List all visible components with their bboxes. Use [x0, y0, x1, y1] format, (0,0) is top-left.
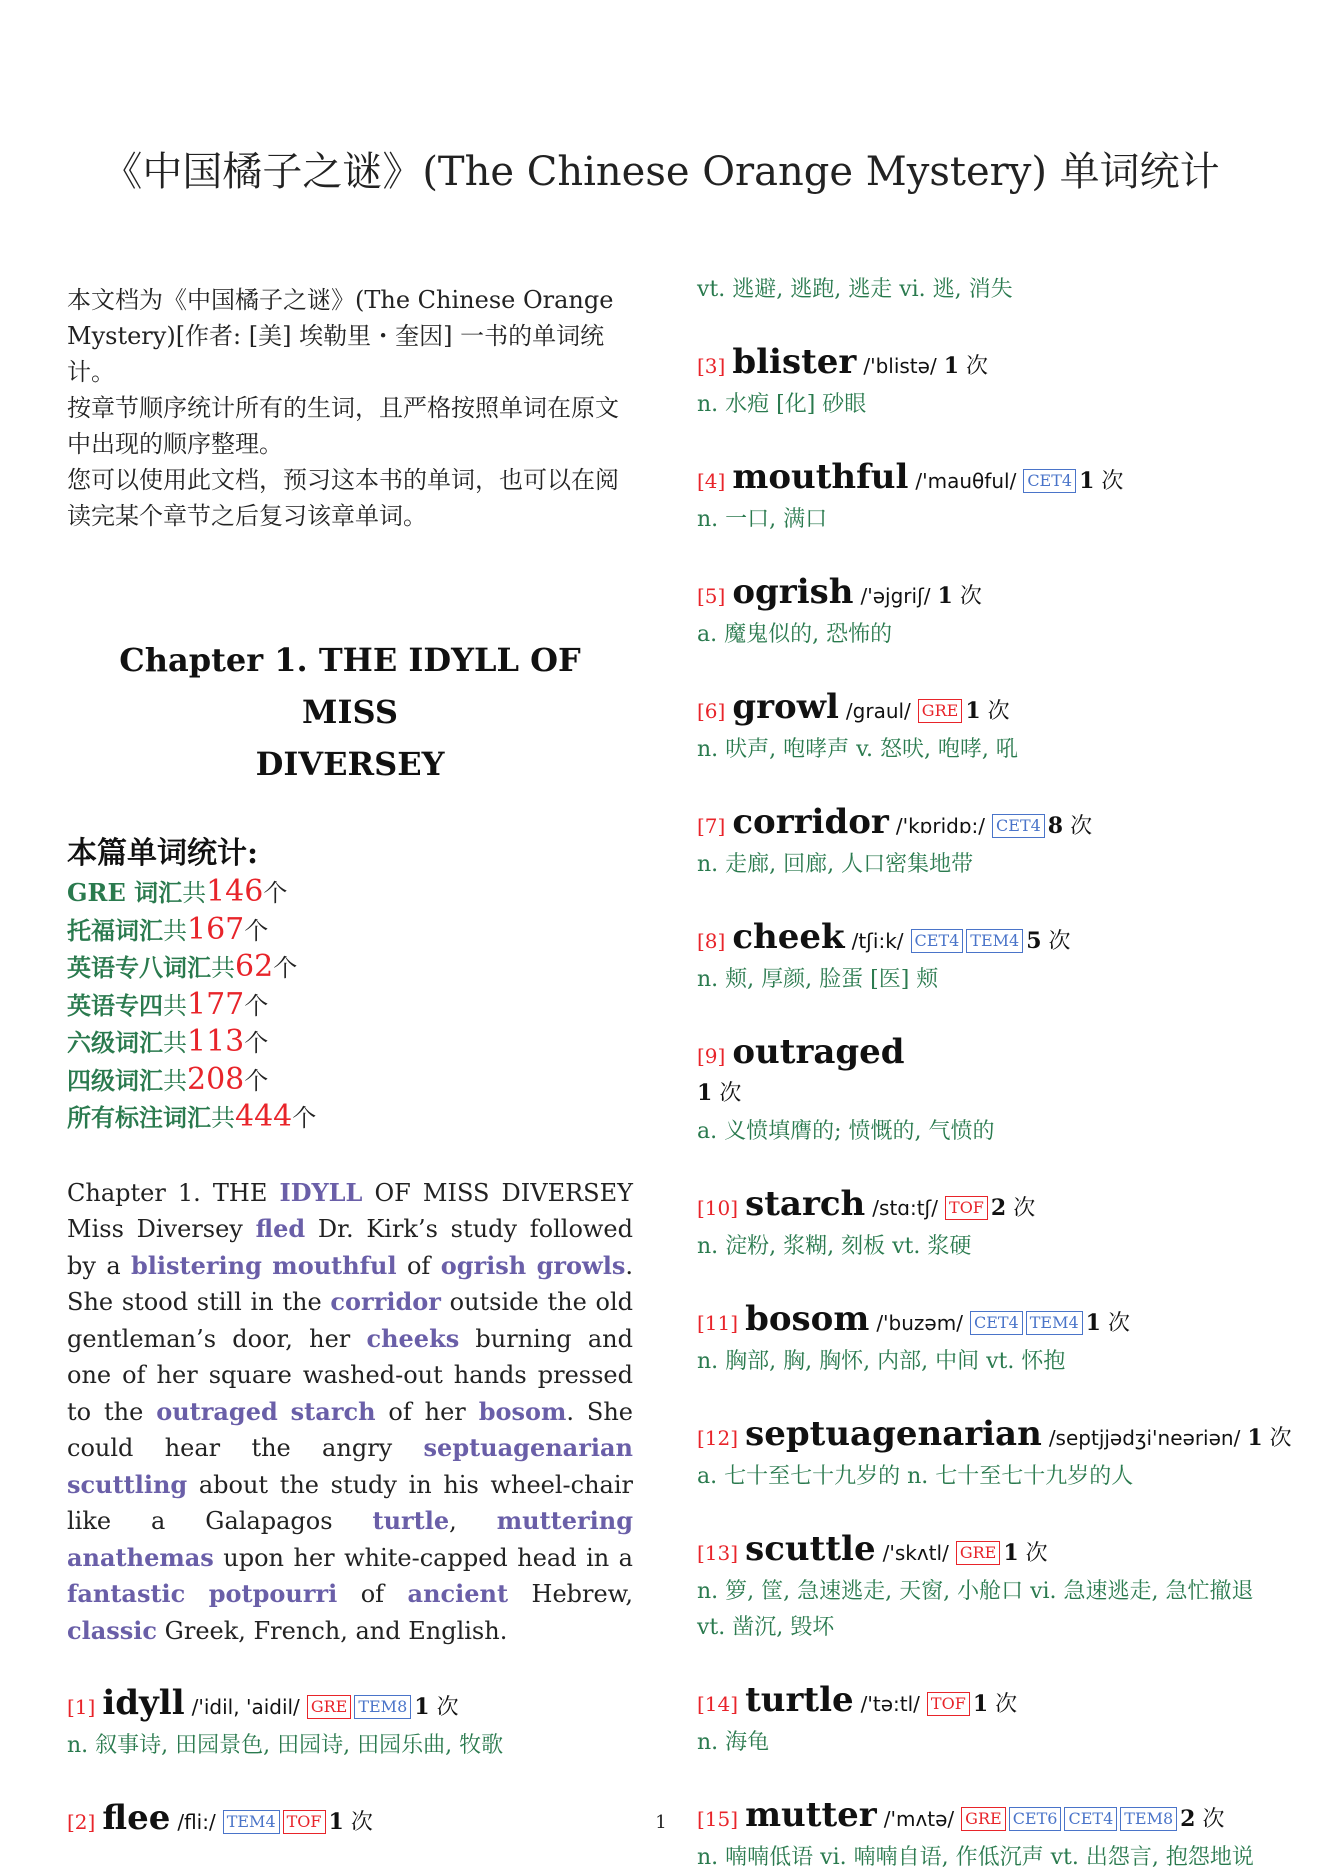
highlighted-word: ogrish: [440, 1250, 527, 1280]
entry-head: [697, 1414, 1292, 1457]
entry-head: [697, 804, 1272, 845]
intro: [67, 282, 633, 534]
stat-gong: 共: [211, 1104, 235, 1132]
entry-count-number: 2: [1180, 1806, 1196, 1832]
entry-head: [697, 1531, 1272, 1572]
entry-head: [697, 919, 1272, 960]
entry-count-unit: 次: [987, 699, 1010, 724]
entry-count-number: 1: [1085, 1310, 1101, 1336]
entry-phonetic: /'mauθful/: [915, 469, 1017, 493]
stat-line: [67, 949, 633, 987]
entry-count-number: 2: [990, 1195, 1007, 1221]
vocab-tag: TOF: [945, 1196, 988, 1220]
entry-index: [7]: [697, 814, 726, 838]
highlighted-word: classic: [67, 1615, 158, 1645]
word-entry: [697, 689, 1272, 768]
entry-index: [14]: [697, 1692, 739, 1716]
stat-count: 146: [206, 874, 264, 909]
stat-count: 177: [187, 986, 245, 1022]
entry-index: [3]: [697, 354, 726, 378]
stat-unit: 个: [244, 1029, 269, 1057]
highlighted-word: ancient: [407, 1579, 509, 1608]
entry-count: [1247, 1426, 1291, 1451]
entry-count-number: 1: [972, 1691, 989, 1717]
chapter-heading-line1: Chapter 1. THE IDYLL OF MISS: [119, 641, 581, 731]
stat-count: 208: [187, 1061, 245, 1097]
entry-index: [8]: [697, 929, 726, 953]
highlighted-word: fantastic: [67, 1579, 186, 1608]
entry-head: [697, 689, 1272, 730]
vocab-tag: GRE: [961, 1807, 1006, 1831]
highlighted-word: muttering: [496, 1506, 633, 1535]
stat-gong: 共: [163, 1029, 187, 1057]
entry-count: [965, 699, 1009, 724]
entry-count-unit: 次: [1048, 929, 1071, 954]
entry-phonetic: /'mʌtə/: [883, 1807, 955, 1831]
entry-definition: a. 七十至七十九岁的 n. 七十至七十九岁的人: [697, 1464, 1134, 1489]
entry-word: ogrish: [732, 572, 854, 612]
word-list-right: [697, 342, 1292, 1876]
highlighted-word: outraged: [156, 1396, 278, 1426]
entry-index: [10]: [697, 1196, 739, 1220]
entry-phonetic: /'blistə/: [863, 354, 937, 378]
entry-phonetic: /'kɒridɒ:/: [895, 814, 986, 838]
entry-definition: n. 叙事诗, 田园景色, 田园诗, 田园乐曲, 牧歌: [67, 1733, 504, 1758]
vocab-tag: TOF: [927, 1692, 970, 1716]
entry-count-number: 1: [965, 698, 981, 724]
entry-count-unit: 次: [1013, 1196, 1036, 1221]
stat-unit: 个: [273, 954, 298, 982]
word-entry: [697, 1414, 1292, 1495]
entry-count-unit: 次: [1269, 1426, 1292, 1451]
entry-word: idyll: [102, 1683, 185, 1723]
entry-phonetic: /septjjədʒi'neəriən/: [1048, 1426, 1241, 1450]
entry-count-number: 1: [943, 353, 960, 379]
entry-word: septuagenarian: [745, 1414, 1042, 1454]
entry-count-unit: 次: [966, 354, 989, 379]
vocab-tag: CET4: [1023, 469, 1076, 493]
entry-word: mutter: [745, 1795, 877, 1835]
entry-phonetic: /'buzəm/: [876, 1311, 963, 1335]
word-entry: [697, 919, 1272, 998]
stats-list: [67, 874, 633, 1137]
entry-index: [2]: [67, 1810, 96, 1834]
entry-definition: n. 箩, 筐, 急速逃走, 天窗, 小舱口 vi. 急速逃走, 急忙撤退 vt. 凿沉, 毁坏: [697, 1579, 1254, 1640]
entry-word: blister: [732, 342, 857, 382]
entry-index: [6]: [697, 699, 726, 723]
entry-count-line: [697, 1075, 1272, 1112]
word-entry: [697, 1797, 1272, 1876]
entry-phonetic: /'tə:tl/: [860, 1692, 920, 1716]
entry-definition: n. 水疱 [化] 砂眼: [697, 392, 867, 417]
entry-head: [697, 344, 1272, 385]
vocab-tag: TEM4: [223, 1810, 280, 1834]
stat-count: 113: [187, 1024, 245, 1059]
entry-head: [697, 459, 1272, 500]
flee-definition: vt. 逃避, 逃跑, 逃走 vi. 逃, 消失: [697, 277, 1013, 302]
entry-definition: a. 义愤填膺的; 愤慨的, 气愤的: [697, 1119, 995, 1144]
entry-count-number: 1: [1247, 1425, 1263, 1451]
entry-count-unit: 次: [1070, 814, 1093, 839]
entry-phonetic: /'əjgriʃ/: [860, 584, 931, 608]
highlighted-word: bosom: [478, 1396, 567, 1426]
entry-count-unit: 次: [1202, 1807, 1225, 1832]
entry-phonetic: /'skʌtl/: [882, 1541, 949, 1565]
intro-paragraph: 按章节顺序统计所有的生词，且严格按照单词在原文中出现的顺序整理。: [67, 394, 619, 458]
entry-count-number: 8: [1047, 813, 1064, 839]
word-entry: [697, 574, 1272, 653]
stat-line: [67, 1099, 633, 1137]
entry-word: growl: [732, 687, 839, 727]
entry-index: [4]: [697, 469, 726, 493]
vocab-tag: CET4: [992, 814, 1045, 838]
stat-line: [67, 1062, 633, 1100]
stat-label: 英语专八词汇: [67, 953, 211, 982]
entry-phonetic: /fli:/: [177, 1810, 216, 1834]
highlighted-word: corridor: [330, 1287, 441, 1316]
entry-word: flee: [102, 1798, 171, 1838]
highlighted-word: mouthful: [272, 1250, 397, 1280]
entry-phonetic: /stɑ:tʃ/: [872, 1196, 939, 1220]
stat-count: 444: [235, 1099, 293, 1134]
stats-heading: 本篇单词统计:: [67, 836, 259, 871]
entry-count: [697, 1081, 741, 1106]
entry-count-unit: 次: [436, 1695, 459, 1720]
entry-count: [414, 1695, 458, 1720]
entry-count-unit: 次: [959, 584, 982, 609]
vocab-tag: TEM4: [1026, 1311, 1083, 1335]
highlighted-word: fled: [255, 1214, 306, 1243]
vocab-tag: TEM8: [354, 1695, 411, 1719]
entry-phonetic: /tʃi:k/: [851, 929, 904, 953]
entry-index: [5]: [697, 584, 726, 608]
stat-unit: 个: [292, 1104, 317, 1132]
entry-count-unit: 次: [350, 1810, 373, 1835]
entry-count: [944, 354, 988, 379]
vocab-tag: GRE: [956, 1541, 1001, 1565]
entry-index: [1]: [67, 1695, 96, 1719]
stat-line: [67, 912, 633, 950]
entry-count: [1003, 1541, 1047, 1566]
entry-definition: n. 喃喃低语 vi. 喃喃自语, 作低沉声 vt. 出怨言, 抱怨地说: [697, 1845, 1254, 1870]
highlighted-word: anathemas: [67, 1542, 214, 1572]
entry-count: [938, 584, 982, 609]
vocab-tag: TOF: [283, 1810, 326, 1834]
vocab-tag: TEM8: [1120, 1807, 1177, 1831]
entry-definition: n. 胸部, 胸, 胸怀, 内部, 中间 vt. 怀抱: [697, 1349, 1066, 1374]
stat-gong: 共: [182, 879, 207, 907]
entry-count-number: 1: [697, 1080, 713, 1106]
stat-gong: 共: [163, 1066, 187, 1095]
vocab-tag: CET4: [911, 929, 964, 953]
entry-count: [1048, 814, 1092, 839]
entry-definition: n. 走廊, 回廊, 人口密集地带: [697, 852, 974, 877]
entry-word: starch: [745, 1184, 866, 1224]
entry-definition: n. 颊, 厚颜, 脸蛋 [医] 颊: [697, 967, 939, 992]
entry-phonetic: /graul/: [845, 699, 911, 723]
entry-index: [12]: [697, 1426, 739, 1450]
stat-count: 167: [187, 911, 245, 947]
entry-count-unit: 次: [719, 1081, 742, 1106]
entry-count-unit: 次: [1107, 1311, 1130, 1336]
intro-paragraph: 本文档为《中国橘子之谜》(The Chinese Orange Mystery)[作者: [美] 埃勒里・奎因] 一书的单词统计。: [67, 286, 614, 386]
stat-label: 托福词汇: [67, 915, 163, 945]
stat-label: 所有标注词汇: [67, 1103, 211, 1132]
chapter-passage: Chapter 1. THE IDYLL OF MISS DIVERSEY Miss Diversey fled Dr. Kirk’s study followed by a blistering mouthful of ogrish growls. She stood still in the corridor outside the old gentleman’s door, her cheeks burning and one of her square washed-out hands pressed to the outraged starch of her bosom. She could hear the angry septuagenarian scuttling about the study in his wheel-chair like a Galapagos turtle, muttering anathemas upon her white-capped head in a fantastic potpourri of ancient Hebrew, classic Greek, French, and English.: [67, 1177, 634, 1645]
entry-count-unit: 次: [1025, 1541, 1048, 1566]
entry-definition: n. 吠声, 咆哮声 v. 怒吠, 咆哮, 吼: [697, 737, 1018, 762]
entry-count-unit: 次: [1101, 469, 1124, 494]
stat-label: 六级词汇: [67, 1028, 163, 1057]
highlighted-word: starch: [290, 1396, 376, 1426]
vocab-tag: TEM4: [966, 929, 1023, 953]
stat-gong: 共: [163, 916, 187, 945]
stat-label: 英语专四: [67, 990, 163, 1020]
entry-definition: n. 淀粉, 浆糊, 刻板 vt. 浆硬: [697, 1234, 972, 1259]
highlighted-word: turtle: [372, 1506, 450, 1535]
entry-definition: n. 一口, 满口: [697, 507, 828, 532]
entry-head: [67, 1685, 633, 1726]
entry-head: [697, 1301, 1272, 1342]
page-number: 1: [655, 1812, 667, 1833]
entry-index: [11]: [697, 1311, 739, 1335]
vocab-tag: GRE: [918, 699, 963, 723]
highlighted-word: potpourri: [208, 1579, 338, 1608]
entry-count: [973, 1692, 1017, 1717]
entry-count: [1079, 469, 1123, 494]
entry-count: [1026, 929, 1070, 954]
entry-head: [697, 1034, 1272, 1075]
word-entry: [697, 1301, 1272, 1380]
entry-word: bosom: [745, 1299, 870, 1339]
entry-count-number: 1: [414, 1694, 430, 1720]
stat-unit: 个: [263, 879, 288, 907]
entry-word: corridor: [732, 802, 889, 842]
entry-word: scuttle: [745, 1529, 876, 1569]
left-column: [67, 282, 633, 1841]
entry-count-number: 1: [1003, 1540, 1019, 1566]
stat-label: 四级词汇: [67, 1065, 163, 1095]
stat-line: [67, 1024, 633, 1062]
intro-paragraph: 您可以使用此文档，预习这本书的单词，也可以在阅读完某个章节之后复习该章单词。: [67, 466, 619, 530]
entry-count: [1086, 1311, 1130, 1336]
word-entry: [697, 459, 1272, 538]
word-entry: [697, 344, 1272, 423]
vocab-tag: CET6: [1009, 1807, 1062, 1831]
highlighted-word: blistering: [131, 1250, 262, 1280]
entry-count-number: 1: [1079, 468, 1095, 494]
entry-word: cheek: [732, 917, 845, 957]
stat-unit: 个: [244, 916, 269, 945]
entry-head: [697, 574, 1272, 615]
highlighted-word: growls: [536, 1250, 626, 1280]
stat-gong: 共: [211, 954, 235, 982]
right-column: [697, 277, 1292, 1876]
entry-count-unit: 次: [995, 1692, 1018, 1717]
word-entry: [697, 1034, 1272, 1150]
vocab-tag: CET4: [970, 1311, 1023, 1335]
highlighted-word: septuagenarian: [423, 1433, 633, 1462]
entry-count-number: 1: [328, 1809, 344, 1835]
word-entry: [697, 1531, 1272, 1646]
stat-gong: 共: [163, 991, 187, 1020]
word-entry: [697, 804, 1272, 883]
entry-definition: n. 海龟: [697, 1730, 770, 1755]
stat-label: GRE 词汇: [67, 878, 183, 907]
entry-word: turtle: [745, 1680, 854, 1720]
stat-line: [67, 987, 633, 1025]
entry-count-number: 5: [1026, 928, 1042, 954]
highlighted-word: cheeks: [366, 1323, 460, 1353]
document-title: 《中国橘子之谜》(The Chinese Orange Mystery) 单词统计: [102, 149, 1220, 195]
entry-head: [697, 1186, 1272, 1227]
entry-count-number: 1: [937, 583, 953, 609]
word-entry: [697, 1682, 1272, 1761]
stat-line: [67, 874, 633, 912]
chapter-heading-line2: DIVERSEY: [255, 745, 445, 783]
chapter-heading: [67, 634, 633, 790]
entry-phonetic: /'idil, 'aidil/: [191, 1695, 300, 1719]
stat-count: 62: [235, 949, 274, 984]
entry-index: [9]: [697, 1044, 726, 1068]
entry-word: outraged: [732, 1032, 905, 1072]
entry-head: [697, 1682, 1272, 1723]
stat-unit: 个: [244, 991, 269, 1020]
word-entry: [697, 1186, 1272, 1265]
entry-definition: a. 魔鬼似的, 恐怖的: [697, 622, 893, 647]
vocab-tag: GRE: [307, 1695, 352, 1719]
entry-count: [991, 1196, 1035, 1221]
highlighted-word: IDYLL: [279, 1177, 363, 1207]
word-entry: [67, 1685, 633, 1764]
entry-index: [15]: [697, 1807, 739, 1831]
stat-unit: 个: [244, 1066, 269, 1095]
vocab-tag: CET4: [1064, 1807, 1117, 1831]
entry-word: mouthful: [732, 457, 909, 497]
highlighted-word: scuttling: [67, 1469, 188, 1499]
entry-index: [13]: [697, 1541, 739, 1565]
